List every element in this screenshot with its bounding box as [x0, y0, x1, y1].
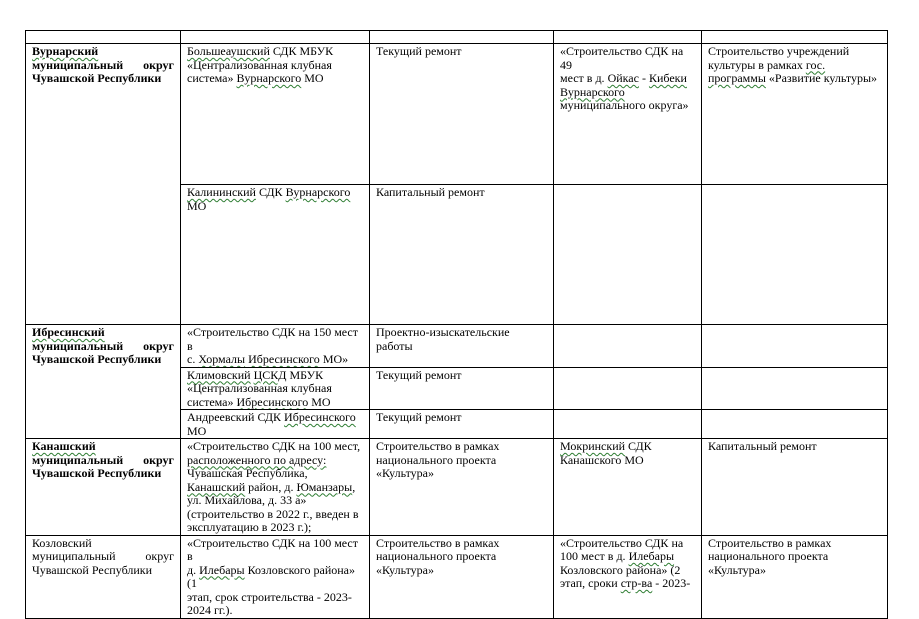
- header-cell: [26, 31, 181, 44]
- project-line: мест в д. Ойкас - Кибеки: [560, 71, 687, 85]
- project-cell: [554, 367, 702, 410]
- facility-cell: [181, 325, 370, 368]
- facility-line: Большеаушский СДК МБУК: [187, 44, 334, 58]
- project-cell: [554, 325, 702, 368]
- facility-line: «Строительство СДК на 100 мест в: [187, 535, 358, 563]
- facility-cell: [181, 535, 370, 618]
- work-cell: Текущий ремонт: [370, 367, 554, 410]
- work-line: «Культура»: [376, 562, 434, 577]
- facility-line: «Строительство СДК на 100 мест,: [187, 439, 361, 453]
- facility-cell: [181, 44, 370, 185]
- program-line: Строительство в рамках: [708, 535, 832, 550]
- facility-line: Канашский район, д. Юманзары,: [187, 479, 356, 494]
- project-cell: [554, 410, 702, 439]
- project-line: муниципального округа»: [560, 98, 689, 112]
- project-line: Вурнарского: [560, 84, 625, 99]
- district-line: Вурнарский: [32, 44, 99, 58]
- facility-line: система» Вурнарского МО: [187, 71, 324, 85]
- project-line: «Строительство СДК на: [560, 535, 684, 550]
- district-line: муниципальный округ: [32, 452, 174, 467]
- facility-line: расположенного по адресу:: [187, 452, 327, 467]
- district-line: Чувашской Республики: [32, 71, 162, 85]
- facility-line: 2024 гг.).: [187, 603, 233, 617]
- facility-line: «Централизованная клубная: [187, 57, 332, 72]
- work-cell: Капитальный ремонт: [370, 185, 554, 325]
- table-row: [26, 44, 888, 185]
- program-line: национального проекта: [708, 549, 829, 563]
- district-cell: [26, 325, 181, 439]
- project-line: Козловского района» (2: [560, 562, 681, 577]
- district-line: Чувашской Республики: [32, 466, 162, 480]
- facility-cell: [181, 185, 370, 325]
- project-cell: [554, 439, 702, 536]
- district-line: Козловский: [32, 535, 92, 550]
- work-line: Строительство в рамках: [376, 535, 500, 550]
- district-line: Ибресинский: [32, 325, 105, 339]
- facility-line: Чувашская Республика,: [187, 466, 308, 480]
- work-cell: Текущий ремонт: [370, 410, 554, 439]
- facility-line: МО: [187, 423, 207, 438]
- project-line: «Строительство СДК на 49: [560, 44, 684, 72]
- project-cell: [554, 535, 702, 618]
- facility-cell: [181, 410, 370, 439]
- project-cell: [554, 185, 702, 325]
- facility-line: (строительство в 2022 г., введен в: [187, 506, 359, 521]
- program-cell: [702, 44, 888, 185]
- facility-cell: [181, 439, 370, 536]
- district-cell: [26, 535, 181, 618]
- facility-line: система» Ибресинского МО: [187, 394, 331, 409]
- program-cell: [702, 535, 888, 618]
- facility-line: «Строительство СДК на 150 мест в: [187, 325, 358, 353]
- facility-line: этап, срок строительства - 2023-: [187, 589, 352, 604]
- table-row: [26, 325, 888, 368]
- facility-line: «Централизованная клубная: [187, 381, 332, 395]
- header-cell: [181, 31, 370, 44]
- facility-line: эксплуатацию в 2023 г.);: [187, 520, 312, 534]
- facility-line: ул. Михайлова, д. 33 а»: [187, 493, 307, 507]
- facility-line: Калининский СДК Вурнарского: [187, 185, 351, 199]
- table-row: [26, 535, 888, 618]
- program-line: культуры в рамках гос.: [708, 57, 826, 72]
- program-cell: [702, 185, 888, 325]
- district-line: Канашский: [32, 439, 96, 453]
- culture-facilities-table: [25, 30, 888, 619]
- project-line: Мокринский СДК: [560, 439, 652, 453]
- district-cell: [26, 44, 181, 325]
- facility-line: Климовский ЦСКД МБУК: [187, 367, 324, 382]
- facility-line: Андреевский СДК Ибресинского: [187, 410, 356, 424]
- program-cell: [702, 367, 888, 410]
- project-line: 100 мест в д. Илебары: [560, 549, 675, 563]
- work-line: «Культура»: [376, 466, 434, 480]
- program-cell: [702, 325, 888, 368]
- work-cell: Проектно-изыскательские работы: [370, 325, 554, 368]
- project-cell: [554, 44, 702, 185]
- work-line: национального проекта: [376, 549, 497, 563]
- header-row: [26, 31, 888, 44]
- header-cell: [554, 31, 702, 44]
- facility-line: д. Илебары Козловского района» (1: [187, 562, 355, 590]
- program-cell: [702, 439, 888, 536]
- work-cell: [370, 535, 554, 618]
- work-line: национального проекта: [376, 452, 497, 467]
- program-line: Капитальный ремонт: [708, 439, 817, 453]
- project-line: Канашского МО: [560, 452, 644, 467]
- district-line: Чувашской Республики: [32, 352, 162, 366]
- program-line: Строительство учреждений: [708, 44, 850, 58]
- work-cell: [370, 439, 554, 536]
- district-line: Чувашской Республики: [32, 562, 153, 577]
- facility-line: с. Хормалы Ибресинского МО»: [187, 352, 349, 366]
- district-cell: [26, 439, 181, 536]
- program-line: программы «Развитие культуры»: [708, 71, 878, 85]
- header-cell: [702, 31, 888, 44]
- header-cell: [370, 31, 554, 44]
- facility-line: МО: [187, 198, 207, 213]
- district-line: муниципальный округ: [32, 338, 174, 353]
- district-line: муниципальный округ: [32, 549, 174, 563]
- program-line: «Культура»: [708, 562, 766, 577]
- facility-cell: [181, 367, 370, 410]
- table-row: [26, 439, 888, 536]
- work-line: Строительство в рамках: [376, 439, 500, 453]
- work-cell: Текущий ремонт: [370, 44, 554, 185]
- program-cell: [702, 410, 888, 439]
- project-line: этап, сроки стр-ва - 2023-: [560, 576, 691, 590]
- district-line: муниципальный округ: [32, 57, 174, 72]
